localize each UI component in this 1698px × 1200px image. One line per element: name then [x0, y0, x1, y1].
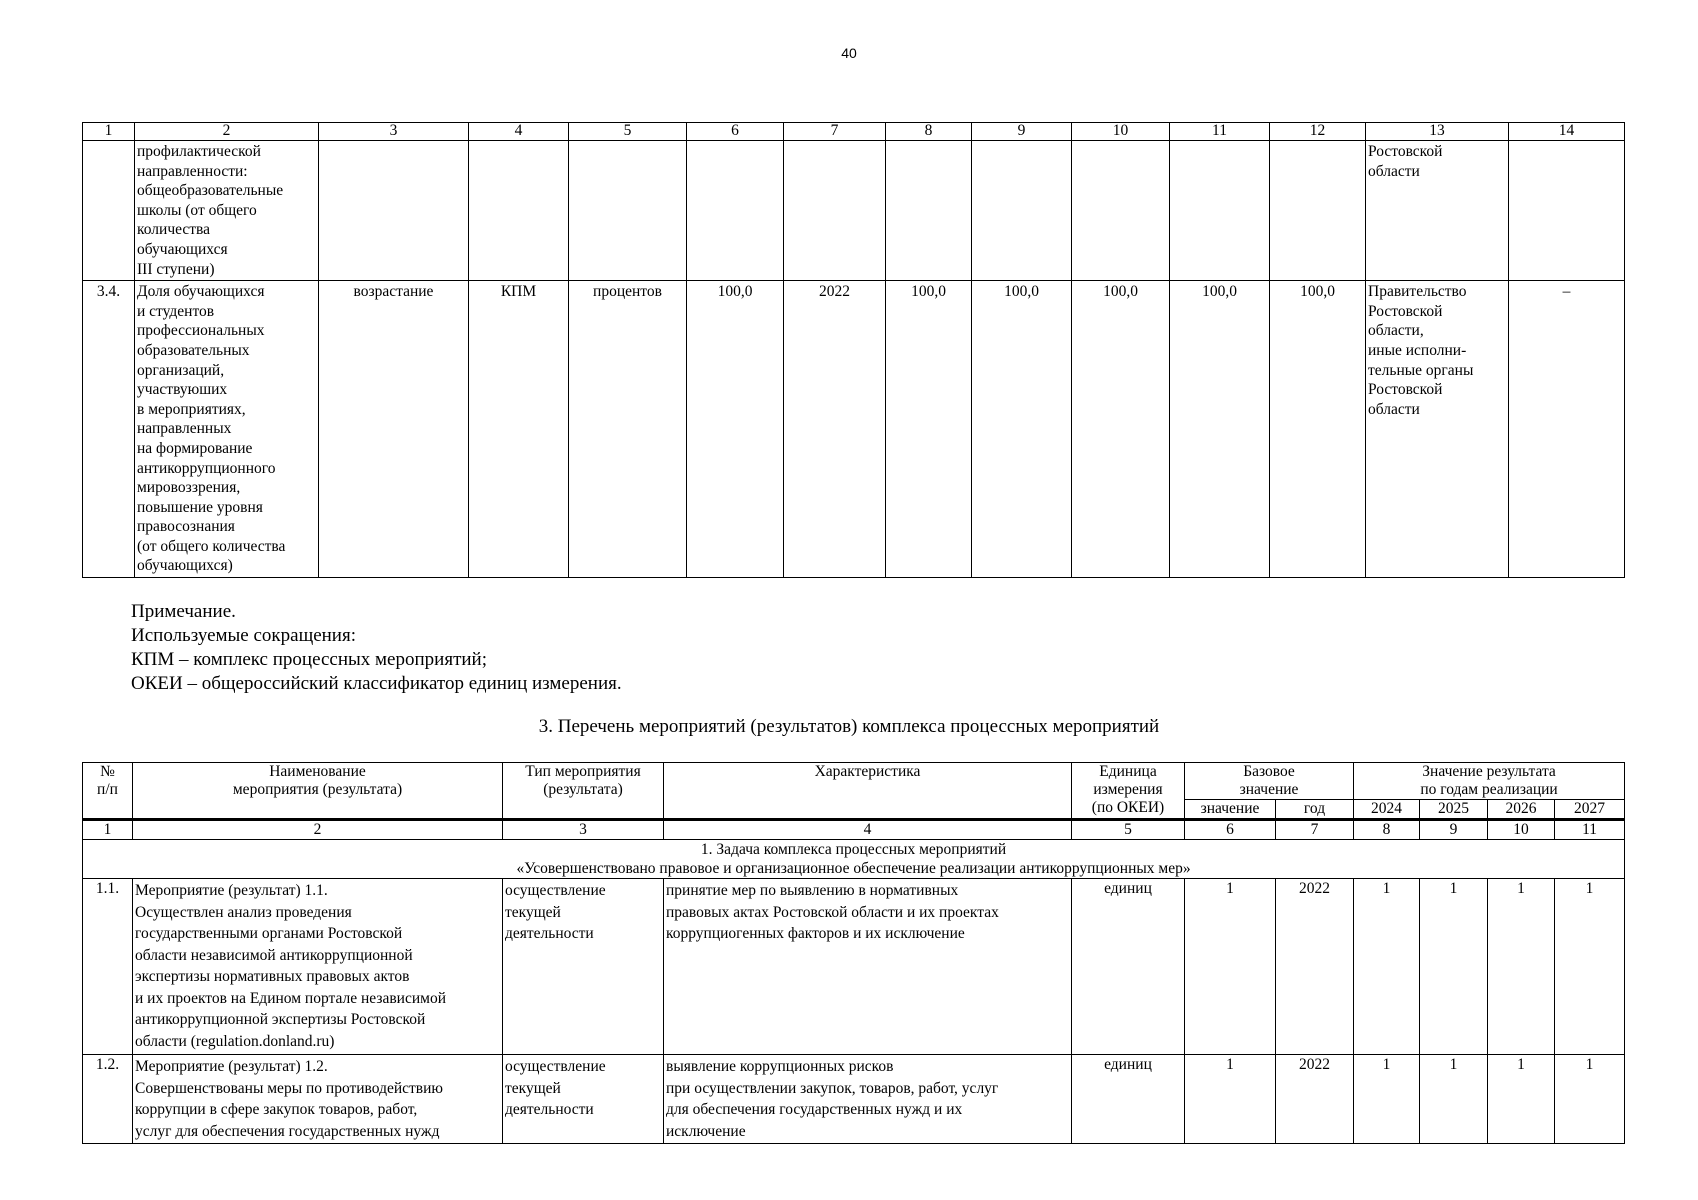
task-row [83, 840, 1625, 879]
activities-table [82, 762, 1625, 1144]
header-name: Наименование мероприятия (результата) [133, 763, 503, 820]
base-year: 2022 [1276, 879, 1354, 1055]
col-number: 12 [1270, 123, 1366, 141]
header-row [83, 763, 1625, 800]
header-base-year: год [1276, 800, 1354, 820]
col-number: 4 [469, 123, 569, 141]
col-number: 11 [1555, 820, 1625, 840]
value-2030: 100,0 [1270, 281, 1366, 578]
table-row [83, 1055, 1625, 1144]
note-abbrev-heading: Используемые сокращения: [131, 625, 356, 646]
header-year-2027: 2027 [1555, 800, 1625, 820]
col-number: 7 [784, 123, 886, 141]
col-number: 11 [1170, 123, 1270, 141]
indicator-name: Доля обучающихся и студентов профессиональных образовательных организаций, участвуюших в мероприятиях, направленных на формирование антикоррупционного мировоззрения, повышение уровня правосознания (от общего количества обучающихся) [135, 281, 319, 578]
base-year: 2022 [784, 281, 886, 578]
note-title: Примечание. [131, 601, 236, 622]
header-unit: Единица измерения (по ОКЕИ) [1072, 763, 1185, 820]
value-2026: 1 [1488, 879, 1555, 1055]
row-number: 1.1. [83, 879, 133, 1055]
indicator-type: КПМ [469, 281, 569, 578]
col-number: 3 [503, 820, 664, 840]
page-number: 40 [841, 45, 857, 61]
note-block [131, 600, 622, 696]
header-base-value: значение [1185, 800, 1276, 820]
base-value: 100,0 [687, 281, 784, 578]
value-2027: 1 [1555, 879, 1625, 1055]
col-number: 9 [1420, 820, 1488, 840]
indicator-name: профилактической направленности: общеобразовательные школы (от общего количества обучающихся III ступени) [135, 141, 319, 281]
header-year-2026: 2026 [1488, 800, 1555, 820]
col-number: 8 [1354, 820, 1420, 840]
base-year: 2022 [1276, 1055, 1354, 1144]
activity-type: осуществление текущей деятельности [503, 879, 664, 1055]
note-abbrev-kpm: КПМ – комплекс процессных мероприятий; [131, 649, 487, 670]
value-2024: 1 [1354, 1055, 1420, 1144]
value-2024: 100,0 [886, 281, 972, 578]
row-number: 3.4. [83, 281, 135, 578]
header-type: Тип мероприятия (результата) [503, 763, 664, 820]
value-2025: 100,0 [972, 281, 1072, 578]
col-number: 13 [1366, 123, 1509, 141]
activity-type: осуществление текущей деятельности [503, 1055, 664, 1144]
note-abbrev-okei: ОКЕИ – общероссийский классификатор единиц измерения. [131, 673, 622, 694]
responsible: Правительство Ростовской области, иные исполни- тельные органы Ростовской области [1366, 281, 1509, 578]
value-2027: 100,0 [1170, 281, 1270, 578]
col-number: 14 [1509, 123, 1625, 141]
row-number: 1.2. [83, 1055, 133, 1144]
activity-name: Мероприятие (результат) 1.2. Совершенствованы меры по противодействию коррупции в сфере закупок товаров, работ, услуг для обеспечения государственных нужд [133, 1055, 503, 1144]
value-2024: 1 [1354, 879, 1420, 1055]
header-years-group: Значение результата по годам реализации [1354, 763, 1625, 800]
table-row [83, 281, 1625, 578]
col-number: 2 [133, 820, 503, 840]
col-number: 4 [664, 820, 1072, 840]
table-row [83, 879, 1625, 1055]
indicators-table [82, 122, 1625, 578]
header-year-2025: 2025 [1420, 800, 1488, 820]
task-title: 1. Задача комплекса процессных мероприятий «Усовершенствовано правовое и организационное обеспечение реализации антикоррупционных мер» [83, 840, 1625, 879]
col-number: 6 [1185, 820, 1276, 840]
col-number: 6 [687, 123, 784, 141]
col-number: 10 [1072, 123, 1170, 141]
base-value: 1 [1185, 1055, 1276, 1144]
header-num: № п/п [83, 763, 133, 820]
value-2025: 1 [1420, 879, 1488, 1055]
value-2025: 1 [1420, 1055, 1488, 1144]
value-2027: 1 [1555, 1055, 1625, 1144]
unit: процентов [569, 281, 687, 578]
header-characteristic: Характеристика [664, 763, 1072, 820]
indicator-direction: возрастание [319, 281, 469, 578]
info-system: – [1509, 281, 1625, 578]
section-title: 3. Перечень мероприятий (результатов) комплекса процессных мероприятий [538, 716, 1160, 737]
header-base: Базовое значение [1185, 763, 1354, 800]
unit: единиц [1072, 1055, 1185, 1144]
activity-characteristic: выявление коррупционных рисков при осуществлении закупок, товаров, работ, услуг для обеспечения государственных нужд и их исключение [664, 1055, 1072, 1144]
col-number: 2 [135, 123, 319, 141]
header-year-2024: 2024 [1354, 800, 1420, 820]
responsible: Ростовской области [1366, 141, 1509, 281]
value-2026: 1 [1488, 1055, 1555, 1144]
col-number: 8 [886, 123, 972, 141]
col-number: 3 [319, 123, 469, 141]
column-number-row [83, 123, 1625, 141]
activity-name: Мероприятие (результат) 1.1. Осуществлен анализ проведения государственными органами Ростовской области независимой антикоррупционной экспертизы нормативных правовых актов и их проектов на Едином портале независимой антикоррупционной экспертизы Ростовской области (regulation.donland.ru) [133, 879, 503, 1055]
column-number-row [83, 820, 1625, 840]
activity-characteristic: принятие мер по выявлению в нормативных правовых актах Ростовской области и их проектах коррупциогенных факторов и их исключение [664, 879, 1072, 1055]
col-number: 5 [569, 123, 687, 141]
base-value: 1 [1185, 879, 1276, 1055]
col-number: 9 [972, 123, 1072, 141]
col-number: 10 [1488, 820, 1555, 840]
col-number: 7 [1276, 820, 1354, 840]
value-2026: 100,0 [1072, 281, 1170, 578]
col-number: 1 [83, 820, 133, 840]
unit: единиц [1072, 879, 1185, 1055]
col-number: 5 [1072, 820, 1185, 840]
table-row [83, 141, 1625, 281]
col-number: 1 [83, 123, 135, 141]
